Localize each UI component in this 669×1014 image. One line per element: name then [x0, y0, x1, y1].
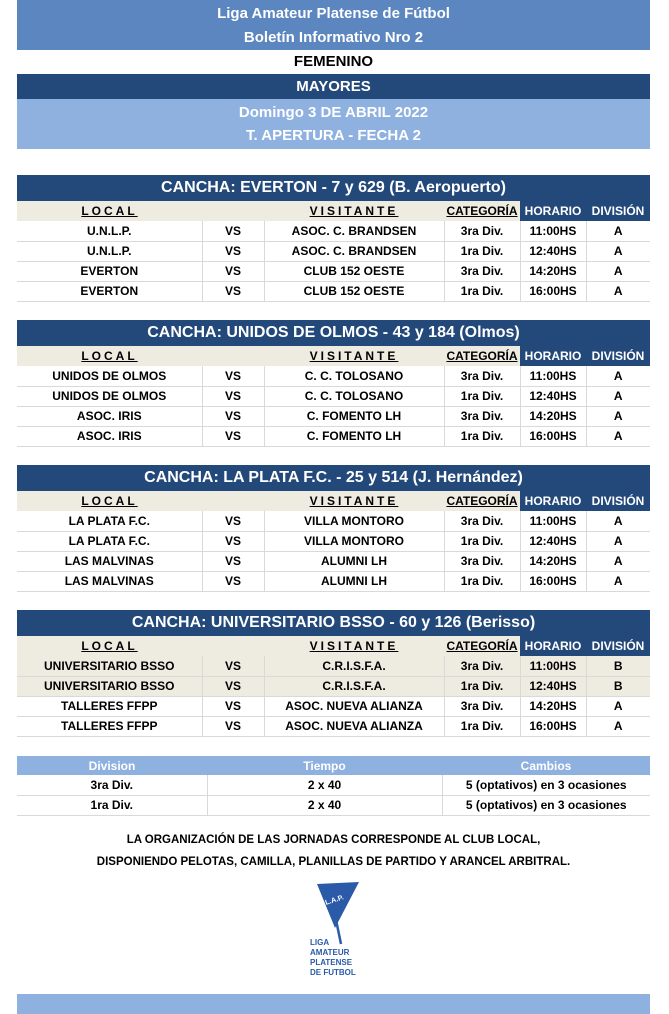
match-vs: VS [202, 656, 264, 676]
rules-table [17, 756, 650, 816]
match-horario: 12:40HS [520, 531, 586, 551]
column-header-local [17, 201, 202, 221]
rules-cambios: 5 (optativos) en 3 ocasiones [442, 775, 650, 795]
match-vs: VS [202, 511, 264, 531]
matches-table [17, 636, 650, 737]
league-title: Liga Amateur Platense de Fútbol [17, 0, 650, 27]
match-local: EVERTON [17, 261, 202, 281]
column-header-categoria-text: CATEGORÍA [446, 349, 518, 363]
column-header-division: DIVISIÓN [586, 201, 650, 221]
match-horario: 16:00HS [520, 281, 586, 301]
rules-division: 1ra Div. [17, 795, 207, 815]
match-horario: 12:40HS [520, 386, 586, 406]
column-header-visitante-text: VISITANTE [309, 204, 399, 218]
match-categoria: 3ra Div. [444, 511, 520, 531]
column-header-visitante [264, 491, 444, 511]
match-vs: VS [202, 281, 264, 301]
rules-header-tiempo: Tiempo [207, 756, 442, 775]
match-visitante: ASOC. NUEVA ALIANZA [264, 696, 444, 716]
match-vs: VS [202, 241, 264, 261]
match-visitante: C. C. TOLOSANO [264, 366, 444, 386]
match-vs: VS [202, 261, 264, 281]
match-visitante: C.R.I.S.F.A. [264, 656, 444, 676]
match-local: UNIDOS DE OLMOS [17, 386, 202, 406]
match-horario: 14:20HS [520, 696, 586, 716]
match-division: A [586, 531, 650, 551]
venue-title: CANCHA: EVERTON - 7 y 629 (B. Aeropuerto) [17, 175, 650, 201]
column-header-local-text: LOCAL [81, 494, 138, 508]
match-vs: VS [202, 406, 264, 426]
column-header-visitante-text: VISITANTE [309, 494, 399, 508]
bulletin-title: Boletín Informativo Nro 2 [17, 27, 650, 50]
column-header-horario: HORARIO [520, 201, 586, 221]
rules-header-division: Division [17, 756, 207, 775]
column-header-vs [202, 201, 264, 221]
rules-tiempo: 2 x 40 [207, 775, 442, 795]
logo-line: DE FUTBOL [310, 968, 356, 977]
match-row [17, 551, 650, 571]
match-vs: VS [202, 571, 264, 591]
column-header-categoria [444, 201, 520, 221]
match-horario: 14:20HS [520, 551, 586, 571]
flag-shape [317, 882, 359, 928]
match-vs: VS [202, 221, 264, 241]
rules-row [17, 775, 650, 795]
match-visitante: ASOC. NUEVA ALIANZA [264, 716, 444, 736]
column-header-categoria-text: CATEGORÍA [446, 639, 518, 653]
match-row [17, 241, 650, 261]
match-local: ASOC. IRIS [17, 406, 202, 426]
organization-note-line1: LA ORGANIZACIÓN DE LAS JORNADAS CORRESPONDE AL CLUB LOCAL, [126, 834, 541, 846]
match-vs: VS [202, 676, 264, 696]
match-categoria: 1ra Div. [444, 571, 520, 591]
match-horario: 11:00HS [520, 366, 586, 386]
match-categoria: 3ra Div. [444, 656, 520, 676]
venue-title: CANCHA: UNIDOS DE OLMOS - 43 y 184 (Olmos) [17, 320, 650, 346]
matches-table [17, 491, 650, 592]
match-division: A [586, 241, 650, 261]
tournament-title: T. APERTURA - FECHA 2 [17, 125, 650, 149]
match-visitante: C.R.I.S.F.A. [264, 676, 444, 696]
match-row [17, 386, 650, 406]
column-header-visitante [264, 201, 444, 221]
match-local: UNIVERSITARIO BSSO [17, 676, 202, 696]
match-local: UNIDOS DE OLMOS [17, 366, 202, 386]
match-row [17, 571, 650, 591]
match-local: LAS MALVINAS [17, 571, 202, 591]
match-categoria: 1ra Div. [444, 531, 520, 551]
match-vs: VS [202, 366, 264, 386]
match-local: LA PLATA F.C. [17, 531, 202, 551]
match-visitante: ALUMNI LH [264, 551, 444, 571]
column-header-visitante [264, 346, 444, 366]
venue-block [17, 175, 650, 302]
flag-text: L.A.P. [324, 894, 345, 907]
match-categoria: 3ra Div. [444, 696, 520, 716]
column-header-categoria [444, 636, 520, 656]
venue-title: CANCHA: LA PLATA F.C. - 25 y 514 (J. Hernández) [17, 465, 650, 491]
logo-line: AMATEUR [310, 948, 350, 957]
match-categoria: 1ra Div. [444, 676, 520, 696]
match-categoria: 1ra Div. [444, 281, 520, 301]
column-header-visitante [264, 636, 444, 656]
match-division: A [586, 406, 650, 426]
match-horario: 16:00HS [520, 571, 586, 591]
column-header-categoria-text: CATEGORÍA [446, 494, 518, 508]
logo-line: PLATENSE [310, 958, 353, 967]
match-row [17, 676, 650, 696]
match-row [17, 656, 650, 676]
match-local: LAS MALVINAS [17, 551, 202, 571]
match-division: B [586, 676, 650, 696]
column-header-local [17, 346, 202, 366]
match-horario: 16:00HS [520, 716, 586, 736]
match-local: U.N.L.P. [17, 241, 202, 261]
match-row [17, 531, 650, 551]
match-division: A [586, 261, 650, 281]
match-horario: 11:00HS [520, 511, 586, 531]
column-header-local [17, 491, 202, 511]
match-row [17, 281, 650, 301]
venue-block [17, 610, 650, 737]
match-vs: VS [202, 696, 264, 716]
match-row [17, 261, 650, 281]
column-header-horario: HORARIO [520, 346, 586, 366]
date-title: Domingo 3 DE ABRIL 2022 [17, 99, 650, 125]
division-title: MAYORES [17, 74, 650, 99]
match-local: EVERTON [17, 281, 202, 301]
match-visitante: ASOC. C. BRANDSEN [264, 221, 444, 241]
match-categoria: 3ra Div. [444, 551, 520, 571]
match-visitante: C. FOMENTO LH [264, 426, 444, 446]
category-title: FEMENINO [17, 50, 650, 74]
match-division: A [586, 571, 650, 591]
match-vs: VS [202, 386, 264, 406]
column-header-categoria-text: CATEGORÍA [446, 204, 518, 218]
match-row [17, 511, 650, 531]
organization-note-line2: DISPONIENDO PELOTAS, CAMILLA, PLANILLAS DE PARTIDO Y ARANCEL ARBITRAL. [96, 856, 571, 868]
match-division: A [586, 366, 650, 386]
match-horario: 11:00HS [520, 656, 586, 676]
column-header-vs [202, 491, 264, 511]
match-categoria: 1ra Div. [444, 426, 520, 446]
match-division: A [586, 386, 650, 406]
match-division: A [586, 511, 650, 531]
matches-table [17, 201, 650, 302]
match-categoria: 3ra Div. [444, 366, 520, 386]
rules-tiempo: 2 x 40 [207, 795, 442, 815]
column-header-visitante-text: VISITANTE [309, 349, 399, 363]
match-row [17, 716, 650, 736]
match-categoria: 1ra Div. [444, 386, 520, 406]
match-division: B [586, 656, 650, 676]
venue-block [17, 465, 650, 592]
match-row [17, 696, 650, 716]
match-local: U.N.L.P. [17, 221, 202, 241]
venue-block [17, 320, 650, 447]
match-categoria: 3ra Div. [444, 221, 520, 241]
footer-bar [17, 994, 650, 1014]
match-horario: 12:40HS [520, 676, 586, 696]
match-division: A [586, 716, 650, 736]
matches-table [17, 346, 650, 447]
column-header-categoria [444, 491, 520, 511]
logo-text [310, 938, 356, 978]
column-header-horario: HORARIO [520, 636, 586, 656]
column-header-local-text: LOCAL [81, 349, 138, 363]
match-horario: 14:20HS [520, 261, 586, 281]
match-local: TALLERES FFPP [17, 716, 202, 736]
match-horario: 16:00HS [520, 426, 586, 446]
column-header-categoria [444, 346, 520, 366]
match-visitante: CLUB 152 OESTE [264, 281, 444, 301]
match-row [17, 221, 650, 241]
column-header-division: DIVISIÓN [586, 491, 650, 511]
match-horario: 11:00HS [520, 221, 586, 241]
match-visitante: VILLA MONTORO [264, 511, 444, 531]
match-vs: VS [202, 551, 264, 571]
match-visitante: C. C. TOLOSANO [264, 386, 444, 406]
match-row [17, 406, 650, 426]
match-categoria: 1ra Div. [444, 241, 520, 261]
column-header-vs [202, 636, 264, 656]
rules-header-cambios: Cambios [442, 756, 650, 775]
match-visitante: VILLA MONTORO [264, 531, 444, 551]
match-vs: VS [202, 716, 264, 736]
match-horario: 12:40HS [520, 241, 586, 261]
match-categoria: 3ra Div. [444, 406, 520, 426]
column-header-vs [202, 346, 264, 366]
logo-line: LIGA [310, 938, 330, 947]
match-visitante: C. FOMENTO LH [264, 406, 444, 426]
column-header-horario: HORARIO [520, 491, 586, 511]
rules-cambios: 5 (optativos) en 3 ocasiones [442, 795, 650, 815]
venue-title: CANCHA: UNIVERSITARIO BSSO - 60 y 126 (Berisso) [17, 610, 650, 636]
match-row [17, 426, 650, 446]
column-header-division: DIVISIÓN [586, 346, 650, 366]
match-visitante: CLUB 152 OESTE [264, 261, 444, 281]
match-vs: VS [202, 531, 264, 551]
match-visitante: ASOC. C. BRANDSEN [264, 241, 444, 261]
match-vs: VS [202, 426, 264, 446]
match-local: ASOC. IRIS [17, 426, 202, 446]
match-horario: 14:20HS [520, 406, 586, 426]
column-header-division: DIVISIÓN [586, 636, 650, 656]
match-division: A [586, 696, 650, 716]
column-header-local [17, 636, 202, 656]
match-local: UNIVERSITARIO BSSO [17, 656, 202, 676]
rules-division: 3ra Div. [17, 775, 207, 795]
match-division: A [586, 426, 650, 446]
match-local: LA PLATA F.C. [17, 511, 202, 531]
column-header-local-text: LOCAL [81, 204, 138, 218]
column-header-visitante-text: VISITANTE [309, 639, 399, 653]
match-division: A [586, 221, 650, 241]
match-visitante: ALUMNI LH [264, 571, 444, 591]
match-local: TALLERES FFPP [17, 696, 202, 716]
match-categoria: 1ra Div. [444, 716, 520, 736]
match-division: A [586, 551, 650, 571]
match-division: A [586, 281, 650, 301]
column-header-local-text: LOCAL [81, 639, 138, 653]
match-row [17, 366, 650, 386]
match-categoria: 3ra Div. [444, 261, 520, 281]
rules-row [17, 795, 650, 815]
